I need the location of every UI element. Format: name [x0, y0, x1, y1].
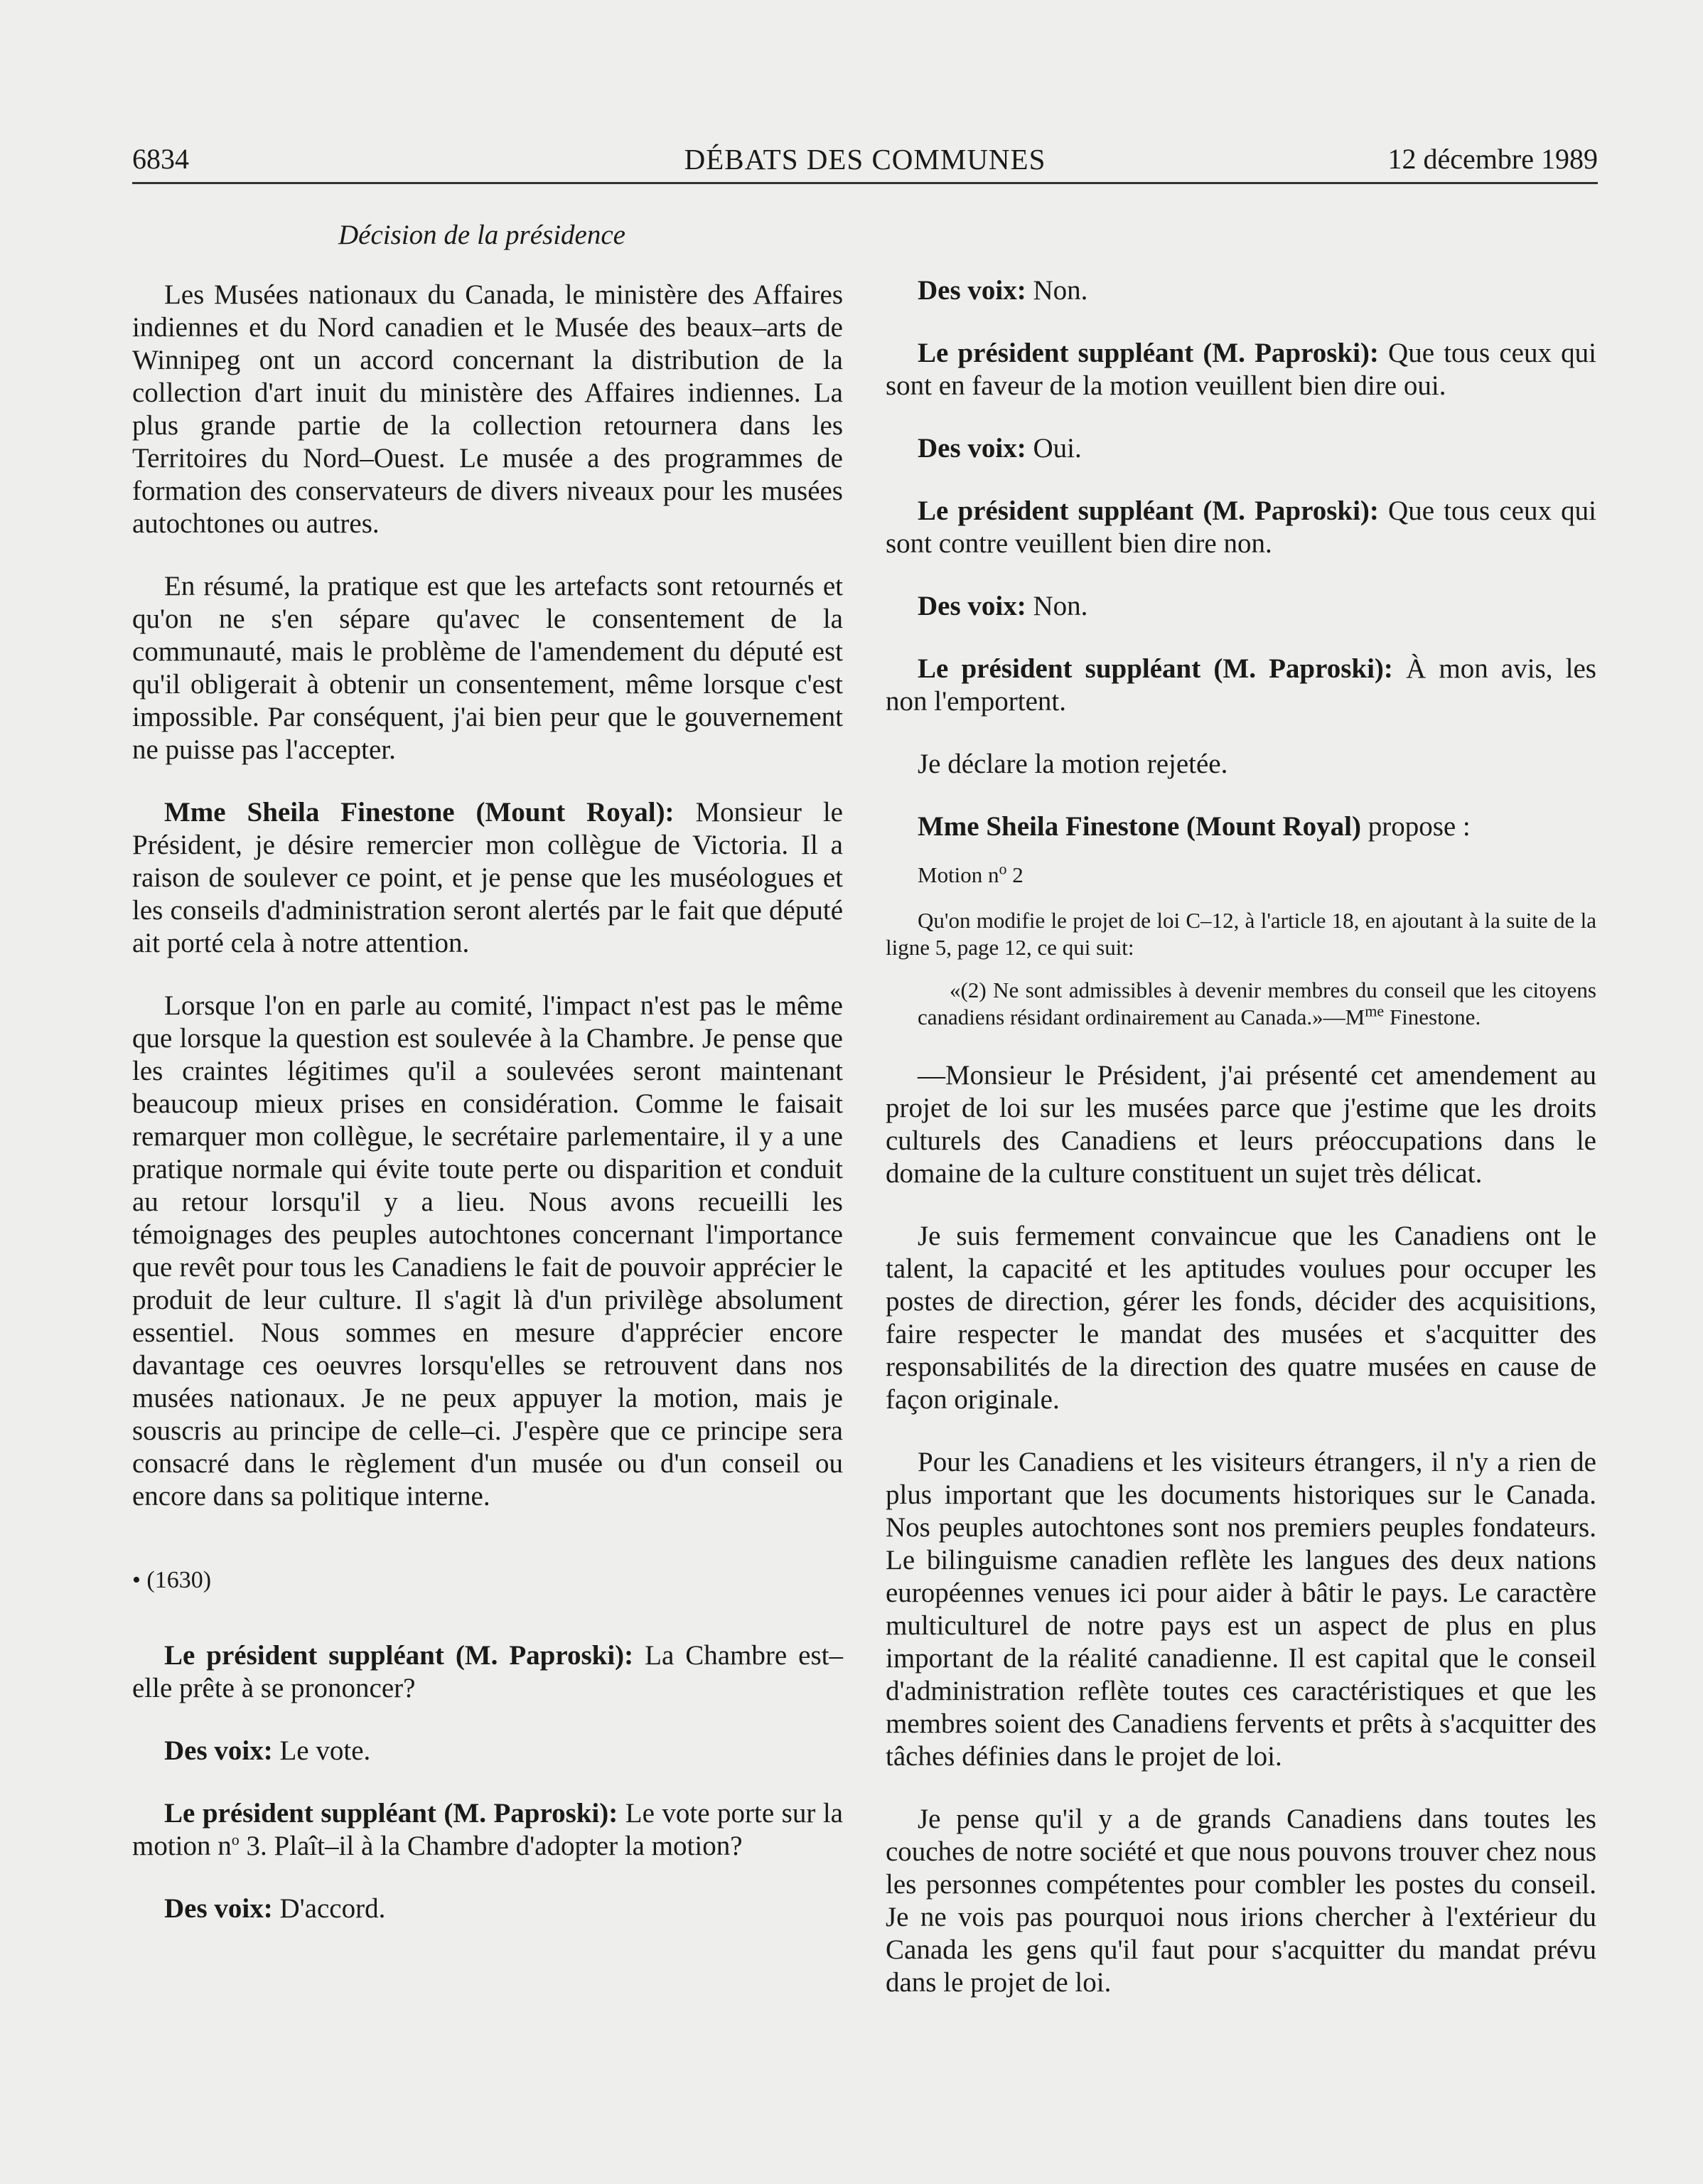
motion-label-text: Motion n [918, 862, 999, 887]
speech-paragraph [886, 495, 1596, 560]
paragraph: —Monsieur le Président, j'ai présenté cet amendement au projet de loi sur les musées parce que j'estime que les droits culturels des Canadiens et leurs préoccupations dans le domaine de la culture constituent un sujet très délicat. [886, 1060, 1596, 1189]
motion-quote [918, 977, 1596, 1031]
header-rule [132, 182, 1598, 184]
speaker-name: Des voix: [918, 433, 1026, 464]
speech-paragraph [886, 274, 1596, 307]
page-header [132, 142, 1598, 182]
motion-label-number: 2 [1006, 862, 1024, 887]
paragraph: Je pense qu'il y a de grands Canadiens dans toutes les couches de notre société et que nous pouvons trouver chez nous les personnes compétentes pour combler les postes du conseil. Je ne vois pas pourquoi nous irions chercher à l'extérieur du Canada les gens qu'il faut pour s'acquitter du mandat prévu dans le projet de loi. [886, 1804, 1596, 1998]
section-title: Décision de la présidence [338, 220, 625, 250]
header-date: 12 décembre 1989 [1387, 143, 1598, 175]
speech-paragraph [886, 432, 1596, 465]
paragraph: Pour les Canadiens et les visiteurs étrangers, il n'y a rien de plus important que les documents historiques sur le Canada. Nos peuples autochtones sont nos premiers peuples fondateurs. Le bilinguisme canadien reflète les langues des deux nations européennes venues ici pour aider à bâtir le pays. Le caractère multiculturel de notre pays est un aspect de plus en plus important de la réalité canadienne. Il est capital que le conseil d'administration reflète toutes ces caractéristiques et que les membres soient des Canadiens fervents et prêts à s'acquitter des tâches définies dans le projet de loi. [886, 1447, 1596, 1772]
speech-paragraph [132, 1893, 843, 1925]
speech-text: 3. Plaît–il à la Chambre d'adopter la motion? [239, 1831, 743, 1861]
speech-paragraph [132, 1639, 843, 1705]
quote-text: «(2) Ne sont admissibles à devenir membres du conseil que les citoyens canadiens résidant ordinairement au Canada.»—M [918, 978, 1596, 1029]
quote-text: Finestone. [1384, 1005, 1481, 1029]
superscript: o [231, 1831, 240, 1848]
speaker-name: Mme Sheila Finestone (Mount Royal): [164, 797, 675, 828]
speaker-name: Des voix: [164, 1735, 273, 1766]
running-title: DÉBATS DES COMMUNES [684, 143, 1046, 176]
speech-paragraph [886, 810, 1596, 843]
time-marker: • (1630) [132, 1567, 212, 1593]
speech-text: Le vote porte sur la motion n [132, 1798, 843, 1861]
right-column [886, 213, 1596, 2029]
superscript: me [1365, 1002, 1385, 1020]
page-number: 6834 [132, 143, 189, 175]
paragraph: Je suis fermement convaincue que les Canadiens ont le talent, la capacité et les aptitudes voulues pour occuper les postes de direction, gérer les fonds, décider des acquisitions, faire respecter le mandat des musées et s'acquitter des responsabilités de la direction des quatre musées en cause de façon originale. [886, 1221, 1596, 1415]
speech-text: Oui. [1026, 433, 1082, 464]
speech-text: Que tous ceux qui sont en faveur de la motion veuillent bien dire oui. [886, 338, 1596, 401]
speaker-name: Des voix: [918, 275, 1026, 306]
speaker-name: Le président suppléant (M. Paproski): [918, 653, 1393, 684]
speech-text: À mon avis, les non l'emportent. [886, 653, 1596, 717]
speech-paragraph [132, 1797, 843, 1863]
speech-text: propose : [1360, 811, 1471, 842]
motion-text: Qu'on modifie le projet de loi C–12, à l'article 18, en ajoutant à la suite de la ligne 5, page 12, ce qui suit: [886, 908, 1596, 960]
speaker-name: Le président suppléant (M. Paproski): [918, 496, 1379, 526]
speech-paragraph [132, 1735, 843, 1767]
paragraph: Je déclare la motion rejetée. [918, 749, 1228, 779]
speaker-name: Le président suppléant (M. Paproski): [918, 338, 1379, 368]
left-column [132, 213, 843, 1955]
speaker-name: Mme Sheila Finestone (Mount Royal) [918, 811, 1361, 842]
speech-paragraph [886, 337, 1596, 402]
speech-paragraph [132, 796, 843, 960]
speech-text: Non. [1026, 591, 1088, 621]
speech-text: Monsieur le Président, je désire remercier mon collègue de Victoria. Il a raison de soulever ce point, et je pense que les muséologues et les conseils d'administration seront alertés par le fait que député ait porté cela à notre attention. [132, 797, 843, 958]
speaker-name: Des voix: [164, 1893, 273, 1924]
speech-text: Le vote. [272, 1735, 371, 1766]
speaker-name: Des voix: [918, 591, 1026, 621]
paragraph: Lorsque l'on en parle au comité, l'impact n'est pas le même que lorsque la question est soulevée à la Chambre. Je pense que les craintes légitimes qu'il a soulevées seront maintenant beaucoup mieux prises en considération. Comme le faisait remarquer mon collègue, le secrétaire parlementaire, il y a une pratique normale qui évite toute perte ou disparition et conduit au retour lorsqu'il y a lieu. Nous avons recueilli les témoignages des peuples autochtones concernant l'importance que revêt pour tous les Canadiens le fait de pouvoir apprécier le produit de leur culture. Il s'agit là d'un privilège absolument essentiel. Nous sommes en mesure d'apprécier encore davantage ces oeuvres lorsqu'elles se retrouvent dans nos musées nationaux. Je ne peux appuyer la motion, mais je souscris au principe de celle–ci. J'espère que ce principe sera consacré dans le règlement d'un musée ou d'un conseil ou encore dans sa politique interne. [132, 990, 843, 1511]
paragraph: Les Musées nationaux du Canada, le ministère des Affaires indiennes et du Nord canadien et le Musée des beaux–arts de Winnipeg ont un accord concernant la distribution de la collection d'art inuit du ministère des Affaires indiennes. La plus grande partie de la collection retournera dans les Territoires du Nord–Ouest. Le musée a des programmes de formation des conservateurs de divers niveaux pour les musées autochtones ou autres. [132, 279, 843, 539]
speaker-name: Le président suppléant (M. Paproski): [164, 1798, 618, 1829]
speech-text: Non. [1026, 275, 1088, 306]
speech-text: D'accord. [272, 1893, 386, 1924]
superscript: o [999, 860, 1007, 878]
speech-text: Que tous ceux qui sont contre veuillent bien dire non. [886, 496, 1596, 559]
speech-text: La Chambre est–elle prête à se prononcer? [132, 1640, 843, 1703]
speech-paragraph [886, 653, 1596, 718]
motion-label [886, 859, 1596, 892]
speaker-name: Le président suppléant (M. Paproski): [164, 1640, 634, 1671]
speech-paragraph [886, 590, 1596, 623]
paragraph: En résumé, la pratique est que les artefacts sont retournés et qu'on ne s'en sépare qu'avec le consentement de la communauté, mais le problème de l'amendement du député est qu'il obligerait à obtenir un consentement, même lorsque c'est impossible. Par conséquent, j'ai bien peur que le gouvernement ne puisse pas l'accepter. [132, 571, 843, 765]
